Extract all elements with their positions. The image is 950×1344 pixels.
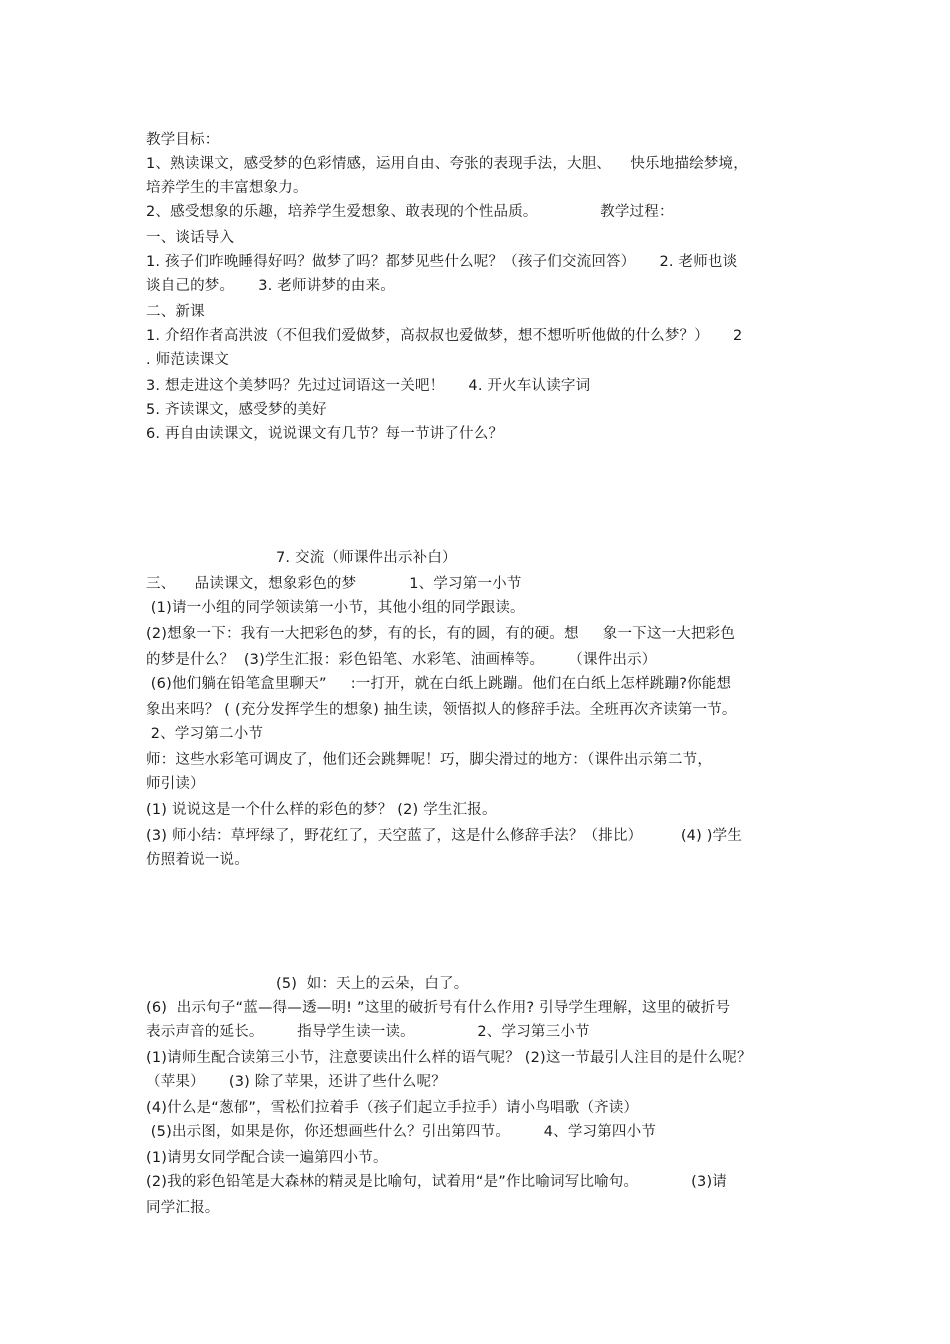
- text-line: 培养学生的丰富想象力。: [146, 180, 308, 196]
- text-line: (5) 如：天上的云朵，白了。: [276, 976, 469, 992]
- text-line: 6. 再自由读课文，说说课文有几节？每一节讲了什么？: [146, 426, 504, 442]
- text-line: . 师范读课文: [146, 352, 230, 368]
- text-line: 谈自己的梦。 3. 老师讲梦的由来。: [146, 278, 395, 294]
- text-line: 5. 齐读课文，感受梦的美好: [146, 402, 327, 418]
- text-line: 的梦是什么？ (3)学生汇报：彩色铅笔、水彩笔、油画棒等。 （课件出示）: [146, 652, 657, 668]
- text-line: 1. 介绍作者高洪波（不但我们爱做梦，高叔叔也爱做梦，想不想听听他做的什么梦？） 2: [146, 328, 743, 344]
- text-line: (1)请师生配合读第三小节，注意要读出什么样的语气呢？ (2)这一节最引人注目的是什么呢？: [146, 1050, 752, 1066]
- text-line: (1)请男女同学配合读一遍第四小节。: [146, 1150, 388, 1166]
- text-line: (6)他们躺在铅笔盒里聊天” :一打开，就在白纸上跳蹦。他们在白纸上怎样跳蹦?你能想: [146, 676, 732, 692]
- text-line: 1. 孩子们昨晚睡得好吗？做梦了吗？都梦见些什么呢？（孩子们交流回答） 2. 老师也谈: [146, 254, 738, 270]
- text-line: 表示声音的延长。 指导学生读一读。 2、学习第三小节: [146, 1024, 590, 1040]
- text-line: 师引读）: [146, 776, 205, 792]
- text-line: (4)什么是“葱郁”，雪松们拉着手（孩子们起立手拉手）请小鸟唱歌（齐读）: [146, 1100, 639, 1116]
- text-line: (3) 师小结：草坪绿了，野花红了，天空蓝了，这是什么修辞手法？（排比） (4) )学生: [146, 828, 743, 844]
- text-line: 仿照着说一说。: [146, 852, 249, 868]
- text-line: (1) 说说这是一个什么样的彩色的梦？ (2) 学生汇报。: [146, 802, 497, 818]
- text-line: 2、学习第二小节: [146, 726, 264, 742]
- section-heading: 一、谈话导入: [146, 230, 235, 246]
- text-line: 1、熟读课文，感受梦的色彩情感，运用自由、夸张的表现手法，大胆、 快乐地描绘梦境，: [146, 156, 748, 172]
- text-line: 2、感受想象的乐趣，培养学生爱想象、敢表现的个性品质。 教学过程：: [146, 204, 674, 220]
- text-line: 3. 想走进这个美梦吗？先过过词语这一关吧！ 4. 开火车认读字词: [146, 378, 591, 394]
- text-line: 7. 交流（师课件出示补白）: [276, 550, 457, 566]
- text-line: (5)出示图，如果是你，你还想画些什么？引出第四节。 4、学习第四小节: [146, 1124, 657, 1140]
- text-line: (2)我的彩色铅笔是大森林的精灵是比喻句，试着用“是”作比喻词写比喻句。 (3)请: [146, 1174, 727, 1190]
- section-heading: 二、新课: [146, 304, 205, 320]
- section-heading: 三、 品读课文，想象彩色的梦 1、学习第一小节: [146, 576, 522, 592]
- text-line: (2)想象一下：我有一大把彩色的梦，有的长，有的圆，有的硬。想 象一下这一大把彩色: [146, 626, 736, 642]
- text-line: 师：这些水彩笔可调皮了，他们还会跳舞呢！巧，脚尖滑过的地方：（课件出示第二节，: [146, 752, 713, 768]
- text-line: (6) 出示句子“蓝—得—透—明! ”这里的破折号有什么作用? 引导学生理解，这里的破折号: [146, 1000, 731, 1016]
- text-line: 象出来吗？ ( (充分发挥学生的想象) 抽生读，领悟拟人的修辞手法。全班再次齐读第一节。: [146, 702, 737, 718]
- text-line: （苹果） (3) 除了苹果，还讲了些什么呢？: [146, 1074, 446, 1090]
- text-line: (1)请一小组的同学领读第一小节，其他小组的同学跟读。: [146, 600, 525, 616]
- text-line: 同学汇报。: [146, 1200, 220, 1216]
- text-line: 教学目标：: [146, 132, 220, 148]
